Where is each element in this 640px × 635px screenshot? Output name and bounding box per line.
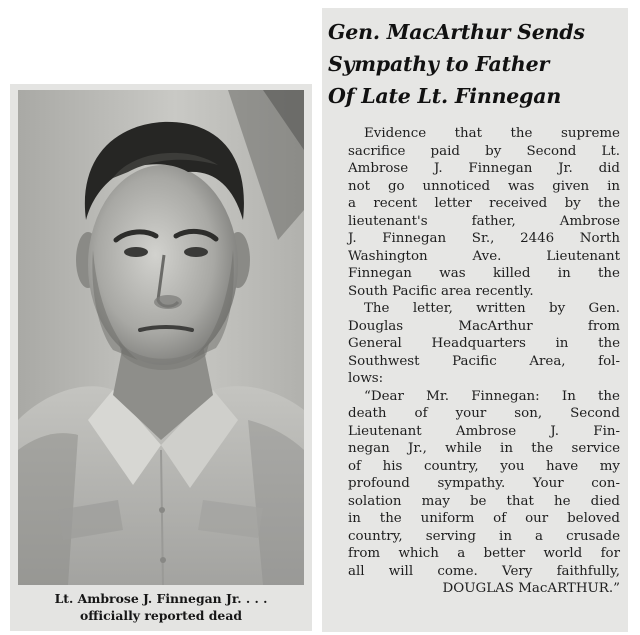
headline-line: Gen. MacArthur Sends bbox=[328, 20, 585, 44]
article-line: The letter, written by Gen. bbox=[364, 301, 620, 316]
article-line: “Dear Mr. Finnegan: In the bbox=[364, 388, 620, 404]
article-line: negan Jr., while in the service bbox=[348, 441, 620, 456]
article-line: Washington Ave. Lieutenant bbox=[348, 248, 620, 264]
article-line: in the uniform of our beloved bbox=[348, 511, 620, 526]
headline-line: Of Late Lt. Finnegan bbox=[328, 84, 562, 108]
article-line: Douglas MacArthur from bbox=[348, 318, 620, 334]
headline bbox=[328, 16, 585, 112]
photo-clipping bbox=[10, 84, 312, 631]
article-line: a recent letter received by the bbox=[348, 196, 620, 211]
article-line: J. Finnegan Sr., 2446 North bbox=[348, 231, 620, 246]
article-line: lows: bbox=[348, 371, 384, 386]
article-line: profound sympathy. Your con- bbox=[348, 476, 620, 491]
article-line: from which a better world for bbox=[348, 546, 620, 561]
headline-line: Sympathy to Father bbox=[328, 52, 550, 76]
article-line: of his country, you have my bbox=[348, 458, 620, 474]
article-line: Lieutenant Ambrose J. Fin- bbox=[348, 423, 620, 439]
article-line: death of your son, Second bbox=[348, 406, 620, 421]
article-line: Evidence that the supreme bbox=[364, 126, 620, 141]
article-clipping bbox=[322, 8, 628, 632]
article-signature: DOUGLAS MacARTHUR.” bbox=[442, 581, 620, 596]
article-line: Southwest Pacific Area, fol- bbox=[348, 353, 620, 369]
article-line: sacrifice paid by Second Lt. bbox=[348, 143, 620, 159]
caption-line: Lt. Ambrose J. Finnegan Jr. . . . bbox=[54, 591, 268, 606]
article-line: all will come. Very faithfully, bbox=[348, 563, 620, 579]
article-line: solation may be that he died bbox=[348, 493, 620, 509]
article-line: country, serving in a crusade bbox=[348, 528, 620, 544]
caption-line: officially reported dead bbox=[79, 608, 243, 623]
article-line: General Headquarters in the bbox=[348, 336, 620, 351]
portrait-photo bbox=[18, 90, 304, 585]
article-body bbox=[348, 125, 620, 598]
article-line: not go unnoticed was given in bbox=[348, 178, 620, 194]
article-line: Finnegan was killed in the bbox=[348, 266, 620, 281]
photo-caption bbox=[14, 590, 308, 624]
article-line: Ambrose J. Finnegan Jr. did bbox=[348, 161, 620, 176]
article-line: lieutenant's father, Ambrose bbox=[348, 213, 620, 229]
article-line: South Pacific area recently. bbox=[348, 283, 534, 299]
